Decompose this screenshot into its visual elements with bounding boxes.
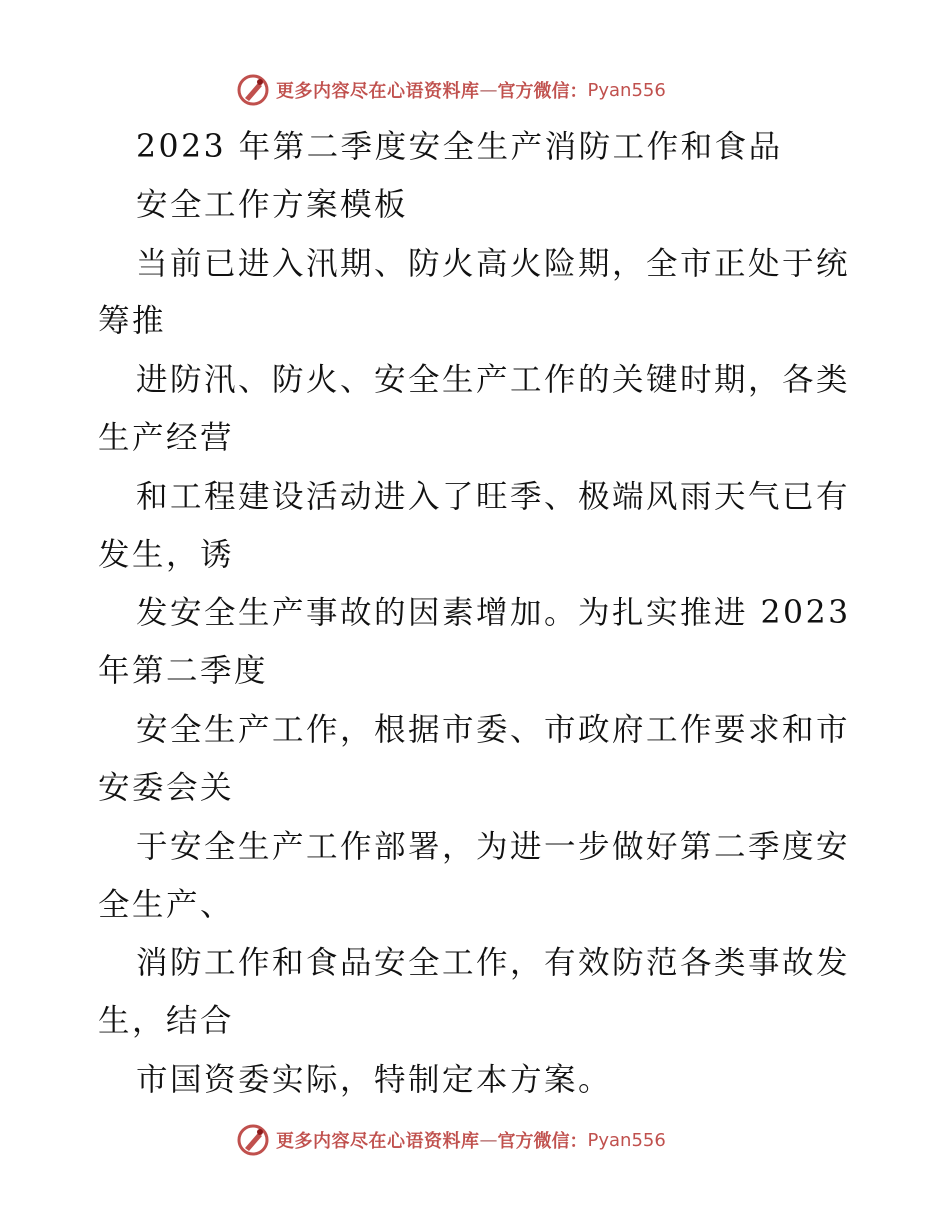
paragraph-line: 安全生产工作，根据市委、市政府工作要求和市 (136, 712, 851, 748)
document-title-line-2: 安全工作方案模板 (136, 187, 409, 223)
watermark-separator: — (479, 1129, 498, 1151)
pen-circle-logo-icon (236, 73, 270, 107)
paragraph-line: 当前已进入汛期、防火高火险期，全市正处于统 (136, 246, 851, 282)
pen-circle-logo-icon (236, 1123, 270, 1157)
watermark-site-text: 更多内容尽在心语资料库 (276, 81, 480, 102)
paragraph-line: 进防汛、防火、安全生产工作的关键时期，各类 (136, 362, 851, 398)
paragraph-line: 消防工作和食品安全工作，有效防范各类事故发 (136, 945, 851, 981)
watermark-site-text: 更多内容尽在心语资料库 (276, 1131, 480, 1152)
paragraph-line: 全生产、 (98, 887, 235, 923)
paragraph-line: 发安全生产事故的因素增加。为扎实推进 2023 (136, 595, 851, 631)
header-watermark (236, 72, 666, 108)
paragraph-line: 筹推 (98, 303, 167, 339)
paragraph-line: 和工程建设活动进入了旺季、极端风雨天气已有 (136, 479, 851, 515)
paragraph-line: 安委会关 (98, 770, 235, 806)
paragraph-line: 于安全生产工作部署，为进一步做好第二季度安 (136, 829, 851, 865)
paragraph-line: 生，结合 (98, 1003, 235, 1039)
watermark-wechat-label: 官方微信： (497, 1131, 588, 1152)
document-title-line-1: 2023 年第二季度安全生产消防工作和食品 (136, 129, 783, 165)
watermark-wechat-id: Pyan556 (587, 79, 666, 101)
paragraph-line: 生产经营 (98, 420, 235, 456)
paragraph-line: 市国资委实际，特制定本方案。 (136, 1062, 613, 1098)
watermark-separator: — (479, 79, 498, 101)
paragraph-line: 发生，诱 (98, 537, 235, 573)
paragraph-line: 年第二季度 (98, 653, 269, 689)
watermark-wechat-id: Pyan556 (587, 1129, 666, 1151)
watermark-wechat-label: 官方微信： (497, 81, 588, 102)
footer-watermark (236, 1122, 666, 1158)
